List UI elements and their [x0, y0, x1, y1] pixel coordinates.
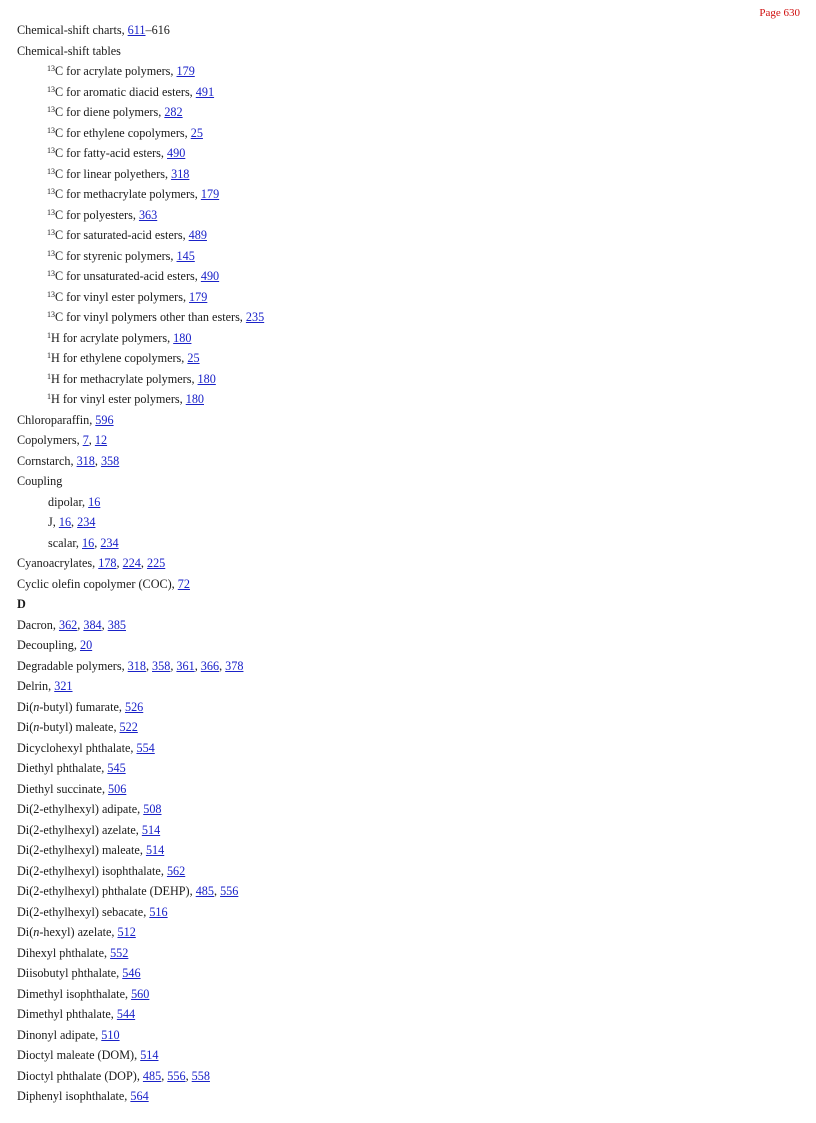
isotope-superscript: 1	[47, 392, 51, 401]
entry-text: H for vinyl ester polymers,	[51, 392, 186, 406]
index-entry: Dioctyl phthalate (DOP), 485, 556, 558	[17, 1068, 210, 1083]
entry-text: Decoupling,	[17, 638, 80, 652]
page-link[interactable]: 179	[200, 187, 220, 201]
index-list	[17, 20, 796, 1107]
page-link[interactable]: 178	[98, 556, 117, 570]
index-entry	[17, 307, 796, 328]
entry-text: C for vinyl polymers other than esters,	[55, 310, 246, 324]
isotope-superscript: 13	[47, 310, 55, 319]
page-link[interactable]: 234	[100, 535, 119, 550]
page-link[interactable]: 560	[131, 986, 150, 1001]
index-entry	[17, 471, 796, 492]
entry-text: Copolymers,	[17, 433, 83, 447]
page-link[interactable]: 234	[77, 515, 96, 529]
page-link[interactable]: 16	[82, 535, 95, 550]
entry-text: Delrin,	[17, 679, 55, 693]
entry-text: Cyanoacrylates,	[17, 556, 99, 570]
isotope-superscript: 13	[47, 146, 55, 155]
section-heading	[17, 594, 796, 615]
page-link[interactable]: 363	[138, 207, 158, 222]
entry-text: Dinonyl adipate,	[17, 1027, 102, 1042]
index-entry: Cyanoacrylates, 178, 224, 225	[17, 556, 166, 570]
page-link[interactable]: 522	[119, 720, 138, 734]
entry-text-prefix: Di(	[17, 720, 34, 734]
index-entry	[17, 328, 796, 349]
entry-text-prefix: Di(	[17, 699, 34, 714]
entry-text: Di(2-ethylhexyl) phthalate (DEHP),	[17, 884, 196, 898]
page-link[interactable]: 545	[107, 761, 126, 775]
entry-text: C for fatty-acid esters,	[55, 146, 168, 160]
index-entry	[17, 574, 796, 595]
index-entry	[17, 102, 796, 123]
index-entry	[17, 205, 796, 226]
isotope-superscript: 13	[47, 207, 55, 217]
entry-italic-text: n	[33, 720, 40, 734]
page-link[interactable]: 546	[122, 966, 141, 980]
entry-text: Degradable polymers,	[17, 658, 128, 673]
page-link[interactable]: 366	[200, 658, 220, 673]
page-link[interactable]: 526	[124, 699, 144, 714]
index-entry	[17, 1045, 796, 1066]
page-link[interactable]: 514	[141, 822, 161, 837]
page-link[interactable]: 145	[176, 248, 195, 263]
entry-text: Di(2-ethylhexyl) adipate,	[17, 802, 144, 816]
page-link[interactable]: 556	[220, 884, 239, 898]
entry-text: H for methacrylate polymers,	[51, 371, 198, 386]
index-entry	[17, 1004, 796, 1025]
entry-text: C for ethylene copolymers,	[55, 125, 191, 140]
entry-text-prefix: Di(	[17, 925, 34, 939]
index-entry	[17, 697, 796, 718]
page-link[interactable]: 485	[195, 884, 214, 898]
entry-text: Dimethyl phthalate,	[17, 1007, 117, 1021]
entry-text: Diphenyl isophthalate,	[17, 1089, 131, 1103]
index-entry	[17, 902, 796, 923]
entry-text: Di(2-ethylhexyl) isophthalate,	[17, 863, 167, 878]
entry-text: C for methacrylate polymers,	[55, 187, 201, 201]
index-entry	[17, 840, 796, 861]
entry-text: Chloroparaffin,	[17, 412, 96, 427]
index-entry	[17, 184, 796, 205]
page-link[interactable]: 318	[76, 453, 95, 468]
isotope-superscript: 1	[47, 351, 51, 360]
index-entry: J, 16, 234	[48, 515, 96, 529]
page-link[interactable]: 224	[122, 556, 141, 570]
entry-range-tail: –616	[145, 23, 170, 37]
isotope-superscript: 13	[47, 269, 55, 278]
page-link[interactable]: 552	[110, 945, 129, 960]
entry-italic-text: n	[33, 925, 40, 939]
page-link[interactable]: 506	[108, 781, 127, 796]
index-entry	[17, 799, 796, 820]
page-link[interactable]: 358	[100, 453, 120, 468]
index-entry	[17, 225, 796, 246]
index-entry	[17, 123, 796, 144]
entry-text: Dioctyl maleate (DOM),	[17, 1048, 141, 1062]
page-link[interactable]: 485	[142, 1068, 162, 1083]
page-link[interactable]: 556	[167, 1068, 186, 1083]
page-link[interactable]: 358	[152, 658, 171, 673]
isotope-superscript: 13	[47, 289, 55, 299]
entry-text: Cyclic olefin copolymer (COC),	[17, 576, 178, 591]
entry-text: scalar,	[48, 535, 83, 550]
entry-text: C for saturated-acid esters,	[55, 228, 189, 242]
page-link[interactable]: 321	[54, 679, 73, 693]
index-entry	[17, 348, 796, 369]
index-entry	[17, 779, 796, 800]
index-entry	[17, 492, 796, 513]
page-link[interactable]: 512	[117, 925, 136, 939]
page-link[interactable]: 489	[188, 228, 207, 242]
index-entry: Degradable polymers, 318, 358, 361, 366, 378	[17, 658, 244, 673]
index-entry	[17, 1025, 796, 1046]
entry-text: C for styrenic polymers,	[55, 248, 177, 263]
entry-text: Diethyl phthalate,	[17, 761, 108, 775]
entry-text: H for ethylene copolymers,	[51, 351, 188, 365]
index-entry	[17, 922, 796, 943]
page-link[interactable]: 25	[190, 125, 203, 140]
page-link[interactable]: 378	[225, 658, 244, 673]
page-link[interactable]: 554	[136, 740, 155, 755]
page-link[interactable]: 235	[245, 310, 265, 324]
page-link[interactable]: 362	[58, 617, 78, 632]
entry-text: C for aromatic diacid esters,	[55, 84, 196, 99]
index-entry	[17, 164, 796, 185]
index-entry	[17, 984, 796, 1005]
page-link[interactable]: 180	[173, 330, 192, 345]
entry-text: dipolar,	[48, 494, 89, 509]
index-entry	[17, 963, 796, 984]
page-link[interactable]: 7	[82, 433, 89, 447]
index-entry	[17, 246, 796, 267]
isotope-superscript: 13	[47, 248, 55, 258]
entry-text: Diethyl succinate,	[17, 781, 109, 796]
entry-text: Chemical-shift tables	[17, 43, 121, 58]
page-link[interactable]: 562	[166, 863, 186, 878]
page-number: Page 630	[759, 7, 800, 19]
index-entry	[17, 389, 796, 410]
index-entry: Di(2-ethylhexyl) phthalate (DEHP), 485, 556	[17, 884, 239, 898]
page-link[interactable]: 564	[130, 1089, 149, 1103]
entry-text: C for vinyl ester polymers,	[55, 289, 190, 304]
page-link[interactable]: 361	[176, 658, 195, 673]
page-link[interactable]: 384	[83, 617, 102, 632]
page-link[interactable]: 514	[145, 843, 165, 857]
entry-text: C for acrylate polymers,	[55, 64, 177, 78]
index-entry	[17, 676, 796, 697]
isotope-superscript: 13	[47, 105, 55, 114]
page-link[interactable]: 508	[143, 802, 162, 816]
index-entry	[17, 820, 796, 841]
page-link[interactable]: 16	[88, 494, 101, 509]
page-link[interactable]: 611	[127, 23, 146, 37]
entry-text: Di(2-ethylhexyl) sebacate,	[17, 904, 150, 919]
isotope-superscript: 13	[47, 166, 55, 176]
page-link[interactable]: 514	[140, 1048, 159, 1062]
index-entry	[17, 943, 796, 964]
isotope-superscript: 13	[47, 84, 55, 94]
index-entry	[17, 1086, 796, 1107]
page-link[interactable]: 490	[167, 146, 186, 160]
entry-text: Dacron,	[17, 617, 59, 632]
isotope-superscript: 13	[47, 125, 55, 135]
page-link[interactable]: 510	[101, 1027, 120, 1042]
page-link[interactable]: 491	[195, 84, 215, 99]
page-link[interactable]: 282	[164, 105, 183, 119]
page-link[interactable]: 558	[191, 1068, 210, 1083]
page-link[interactable]: 318	[127, 658, 146, 673]
page-link[interactable]: 516	[149, 904, 168, 919]
page-link[interactable]: 180	[197, 371, 216, 386]
page-link[interactable]: 544	[116, 1007, 136, 1021]
isotope-superscript: 13	[47, 228, 55, 237]
page-link[interactable]: 318	[171, 166, 190, 181]
index-entry	[17, 143, 796, 164]
isotope-superscript: 1	[47, 371, 51, 381]
index-entry	[17, 266, 796, 287]
index-entry	[17, 61, 796, 82]
index-entry	[17, 82, 796, 103]
entry-text: -hexyl) azelate,	[39, 925, 118, 939]
page-link[interactable]: 385	[107, 617, 126, 632]
page-link[interactable]: 25	[187, 351, 200, 365]
index-entry	[17, 717, 796, 738]
entry-italic-text: n	[33, 699, 40, 714]
entry-text: C for unsaturated-acid esters,	[55, 269, 201, 283]
entry-text: Di(2-ethylhexyl) maleate,	[17, 843, 146, 857]
page-link[interactable]: 179	[189, 289, 208, 304]
entry-text: Dicyclohexyl phthalate,	[17, 740, 137, 755]
index-entry	[17, 41, 796, 62]
isotope-superscript: 13	[47, 64, 55, 73]
isotope-superscript: 1	[47, 330, 51, 340]
entry-text: Dihexyl phthalate,	[17, 945, 111, 960]
index-entry	[17, 410, 796, 431]
index-entry: Dacron, 362, 384, 385	[17, 617, 126, 632]
entry-text: J,	[48, 515, 59, 529]
page-link[interactable]: 596	[95, 412, 114, 427]
entry-text: -butyl) maleate,	[39, 720, 120, 734]
entry-text: Coupling	[17, 474, 63, 488]
entry-text: Dioctyl phthalate (DOP),	[17, 1068, 143, 1083]
page-link[interactable]: 72	[177, 576, 190, 591]
entry-text: C for diene polymers,	[55, 105, 165, 119]
entry-text: D	[17, 597, 26, 611]
page-link[interactable]: 12	[94, 433, 108, 447]
index-entry	[17, 861, 796, 882]
page-link[interactable]: 180	[185, 392, 204, 406]
page-link[interactable]: 20	[79, 638, 93, 652]
entry-text: C for linear polyethers,	[55, 166, 172, 181]
index-entry	[17, 738, 796, 759]
index-entry	[17, 20, 796, 41]
index-entry	[17, 758, 796, 779]
index-entry: scalar, 16, 234	[48, 535, 119, 550]
entry-text: C for polyesters,	[55, 207, 139, 222]
entry-text: H for acrylate polymers,	[51, 330, 174, 345]
entry-text: Dimethyl isophthalate,	[17, 986, 132, 1001]
page-link[interactable]: 490	[200, 269, 220, 283]
entry-text: -butyl) fumarate,	[39, 699, 125, 714]
page-link[interactable]: 225	[146, 556, 166, 570]
index-entry	[17, 287, 796, 308]
page-link[interactable]: 16	[58, 515, 72, 529]
entry-text: Chemical-shift charts,	[17, 23, 128, 37]
isotope-superscript: 13	[47, 187, 55, 196]
index-entry: Copolymers, 7, 12	[17, 433, 108, 447]
index-entry: Cornstarch, 318, 358	[17, 453, 120, 468]
entry-text: Di(2-ethylhexyl) azelate,	[17, 822, 142, 837]
entry-text: Diisobutyl phthalate,	[17, 966, 123, 980]
entry-text: Cornstarch,	[17, 453, 77, 468]
page-link[interactable]: 179	[176, 64, 195, 78]
index-entry	[17, 635, 796, 656]
index-entry	[17, 369, 796, 390]
